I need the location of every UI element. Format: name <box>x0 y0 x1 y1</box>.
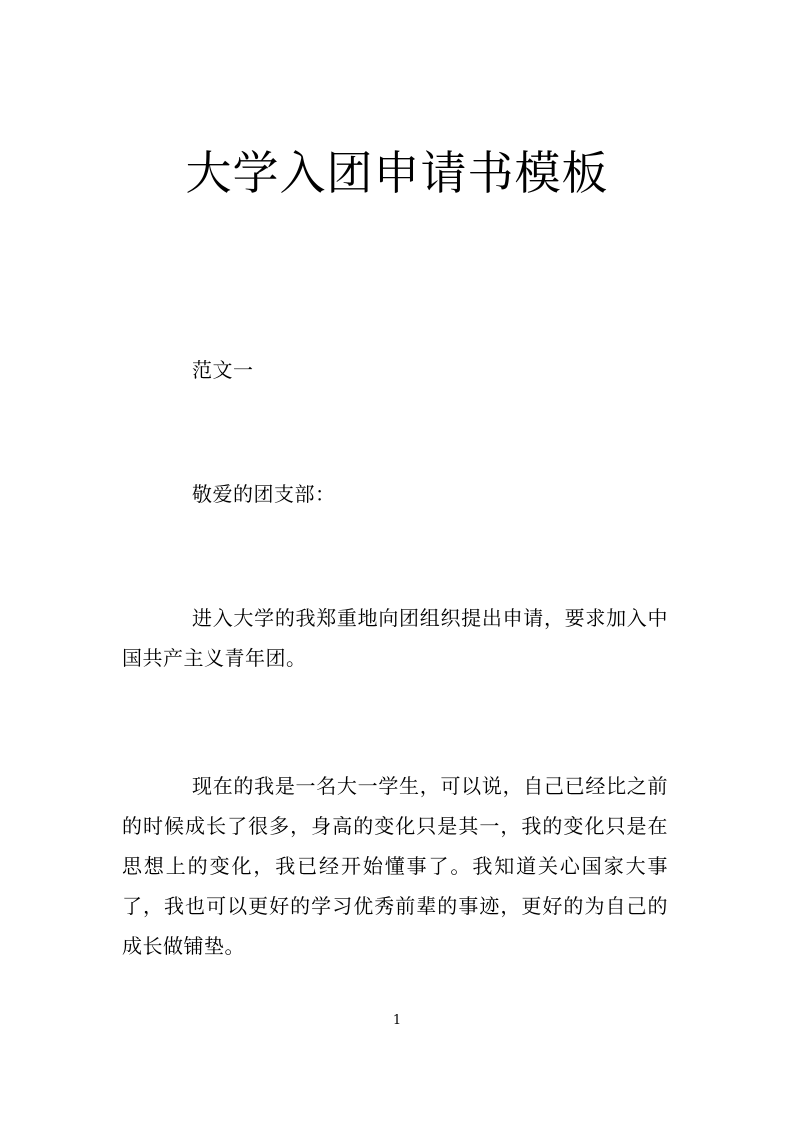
document-title: 大学入团申请书模板 <box>185 146 609 200</box>
sample-label: 范文一 <box>192 358 254 382</box>
body-paragraph: 现在的我是一名大一学生，可以说，自己已经比之前的时候成长了很多，身高的变化只是其一，我的变化只是在思想上的变化，我已经开始懂事了。我知道关心国家大事了，我也可以更好的学习优秀前辈的事迹，更好的为自己的成长做铺垫。 <box>122 774 668 958</box>
intro-paragraph: 进入大学的我郑重地向团组织提出申请，要求加入中国共产主义青年团。 <box>122 606 668 670</box>
page-number: 1 <box>392 1013 402 1028</box>
greeting-line: 敬爱的团支部： <box>192 482 336 506</box>
